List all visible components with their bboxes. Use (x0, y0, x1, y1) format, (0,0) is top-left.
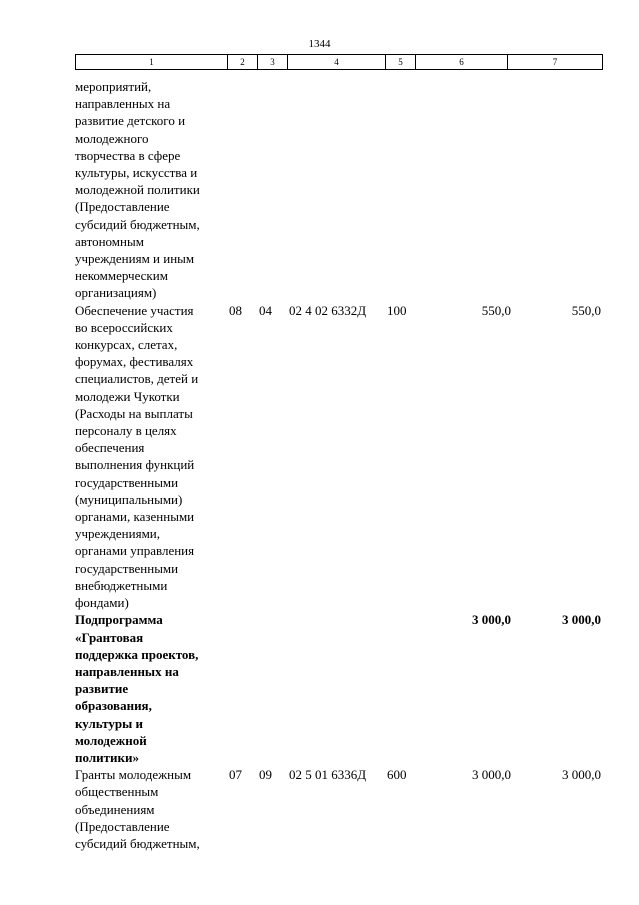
subsection-code: 04 (259, 302, 272, 318)
description-line: автономным (75, 233, 144, 249)
description-line: объединениям (75, 801, 155, 817)
description-line: Подпрограмма (75, 612, 163, 628)
description-line: (муниципальными) (75, 491, 183, 507)
description-line: «Грантовая (75, 629, 144, 645)
description-line: некоммерческим (75, 268, 168, 284)
description-line: организациям) (75, 285, 157, 301)
table-row (75, 766, 602, 852)
column-header-4: 4 (288, 55, 386, 70)
column-header-2: 2 (228, 55, 258, 70)
description-line: форумах, фестивалях (75, 354, 194, 370)
column-header-7: 7 (508, 55, 603, 70)
description-line: общественным (75, 784, 159, 800)
description-line: направленных на (75, 96, 171, 112)
description-line: мероприятий, (75, 79, 152, 94)
expense-type-code: 100 (387, 302, 407, 318)
description-line: субсидий бюджетным, (75, 216, 200, 232)
description-line: субсидий бюджетным, (75, 835, 200, 851)
row-description (75, 302, 225, 612)
description-line: (Предоставление (75, 818, 170, 834)
table-row (75, 78, 602, 302)
description-line: поддержка проектов, (75, 646, 199, 662)
description-line: Гранты молодежным (75, 767, 192, 783)
description-line: молодежной политики (75, 182, 200, 198)
description-line: культуры, искусства и (75, 165, 198, 181)
description-line: обеспечения (75, 440, 145, 456)
description-line: Обеспечение участия (75, 302, 194, 318)
target-article-code: 02 4 02 6332Д (289, 302, 367, 318)
amount-col-6: 3 000,0 (472, 767, 511, 783)
description-line: молодежи Чукотки (75, 388, 180, 404)
description-line: выполнения функций (75, 457, 195, 473)
description-line: творчества в сфере (75, 147, 181, 163)
row-description (75, 78, 225, 302)
description-line: внебюджетными (75, 577, 168, 593)
description-line: персоналу в целях (75, 423, 177, 439)
description-line: образования, (75, 698, 152, 714)
description-line: учреждениям и иным (75, 251, 195, 267)
description-line: молодежного (75, 130, 149, 146)
table-row (75, 611, 602, 766)
description-line: органами, казенными (75, 509, 195, 525)
description-line: политики» (75, 749, 139, 765)
table-body (75, 78, 602, 852)
description-line: специалистов, детей и (75, 371, 199, 387)
description-line: (Предоставление (75, 199, 170, 215)
page-number: 1344 (308, 38, 331, 50)
row-description (75, 766, 225, 852)
amount-col-7: 3 000,0 (562, 767, 601, 783)
column-header-1: 1 (76, 55, 228, 70)
amount-col-6: 550,0 (481, 302, 511, 318)
amount-col-6: 3 000,0 (472, 612, 511, 628)
column-header-5: 5 (386, 55, 416, 70)
description-line: (Расходы на выплаты (75, 405, 193, 421)
table-row (75, 302, 602, 612)
target-article-code: 02 5 01 6336Д (289, 767, 367, 783)
description-line: государственными (75, 560, 179, 576)
description-line: направленных на (75, 663, 179, 679)
description-line: во всероссийских (75, 319, 173, 335)
row-description (75, 611, 225, 766)
amount-col-7: 550,0 (571, 302, 601, 318)
description-line: государственными (75, 474, 179, 490)
description-line: фондами) (75, 595, 129, 611)
description-line: развитие детского и (75, 113, 186, 129)
column-header-6: 6 (416, 55, 508, 70)
column-header-row (75, 54, 603, 70)
subsection-code: 09 (259, 767, 272, 783)
description-line: молодежной (75, 732, 147, 748)
amount-col-7: 3 000,0 (562, 612, 601, 628)
column-header-3: 3 (258, 55, 288, 70)
expense-type-code: 600 (387, 767, 407, 783)
section-code: 07 (229, 767, 242, 783)
section-code: 08 (229, 302, 242, 318)
description-line: культуры и (75, 715, 143, 731)
description-line: учреждениями, (75, 526, 161, 542)
description-line: органами управления (75, 543, 195, 559)
description-line: конкурсах, слетах, (75, 337, 178, 353)
description-line: развитие (75, 681, 129, 697)
